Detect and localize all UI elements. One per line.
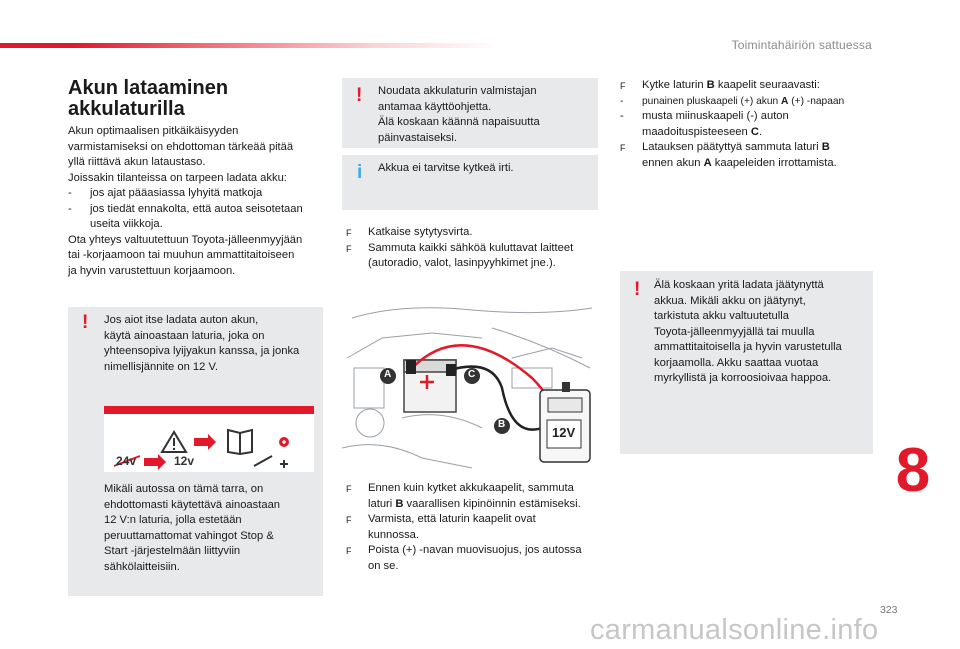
warning-line: ammattitaitoisella ja hyvin varustetulla xyxy=(654,341,842,353)
label-12v: 12v xyxy=(174,454,195,468)
warning-icon: ! xyxy=(356,85,363,106)
sub-step-text-bold: C xyxy=(750,125,759,138)
sub-step-item xyxy=(620,94,882,110)
info-text: Akkua ei tarvitse kytkeä irti. xyxy=(378,162,514,174)
intro-line: ja hyvin varustettuun korjaamoon. xyxy=(68,264,236,277)
step-text: on se. xyxy=(368,559,399,572)
steps-before-connect xyxy=(346,481,602,574)
warning-line: päinvastaiseksi. xyxy=(378,131,457,144)
label-b: B xyxy=(498,419,506,430)
bullet-marker: F xyxy=(620,143,626,153)
charger-clamp-icon xyxy=(254,437,289,468)
intro-line: Akun optimaalisen pitkäikäisyyden xyxy=(68,125,239,137)
dash-marker: - xyxy=(68,187,72,199)
step-text-bold: B xyxy=(706,79,715,91)
warning-icon: ! xyxy=(634,279,641,300)
charger-icon xyxy=(540,382,590,462)
step-text-bold: B xyxy=(395,497,404,510)
warning-line: Jos aiot itse ladata auton akun, xyxy=(104,314,259,326)
dash-marker: - xyxy=(620,110,624,122)
warning-line: käytä ainoastaan laturia, joka on xyxy=(104,329,265,342)
warning-text xyxy=(378,84,593,146)
steps-switch-off xyxy=(346,225,598,272)
step-text: kaapelit seuraavasti: xyxy=(714,79,820,91)
page-title-line2: akkulaturilla xyxy=(68,98,185,120)
dash-text: jos tiedät ennakolta, että autoa seisotetaan xyxy=(90,202,303,215)
bullet-marker: F xyxy=(346,515,352,525)
warning-line: korjaamolla. Akku saattaa vuotaa xyxy=(654,356,819,369)
charger-12v-label: 12V xyxy=(552,425,576,440)
intro-dash-item xyxy=(68,186,330,202)
step-text: ennen akun xyxy=(642,156,704,169)
warning-text xyxy=(654,278,869,387)
step-text: laturi xyxy=(368,497,396,510)
warning-line: akkua. Mikäli akku on jäätynyt, xyxy=(654,294,806,307)
dash-marker: - xyxy=(620,95,624,107)
sub-step-text: (+) -napaan xyxy=(788,95,845,107)
step-text: Poista (+) -navan muovisuojus, jos autossa xyxy=(368,544,582,556)
intro-line: tai -korjaamoon tai muuhun ammattitaitoiseen xyxy=(68,249,295,261)
warning-line: ehdottomasti käytettävä ainoastaan xyxy=(104,498,281,511)
step-text-bold: B xyxy=(821,141,830,153)
header-gradient-bar xyxy=(0,43,500,48)
warning-line: Start -järjestelmään liittyviin xyxy=(104,545,241,557)
step-text: Varmista, että laturin kaapelit ovat xyxy=(368,513,536,525)
sticker-explanation xyxy=(104,482,319,575)
dash-text: useita viikkoja. xyxy=(90,218,163,230)
label-24v: 24v xyxy=(116,454,137,468)
warning-line: yhteensopiva lyijyakun kanssa, ja jonka xyxy=(104,345,300,357)
sub-step-text-bold: A xyxy=(781,95,789,107)
bullet-marker: F xyxy=(346,546,352,556)
warning-line: antamaa käyttöohjetta. xyxy=(378,100,492,113)
warning-line: sähkölaitteisiin. xyxy=(104,560,180,573)
intro-text xyxy=(68,124,330,279)
step-text-bold: A xyxy=(703,156,712,169)
intro-line: varmistamiseksi on ehdottoman tärkeää pitää xyxy=(68,140,294,153)
sub-step-item xyxy=(620,109,882,140)
step-text: Ennen kuin kytket akkukaapelit, sammuta xyxy=(368,482,574,494)
warning-line: Mikäli autossa on tämä tarra, on xyxy=(104,483,264,495)
step-item xyxy=(346,481,602,512)
warning-text xyxy=(104,313,319,375)
manual-book-icon xyxy=(228,430,252,454)
warning-line: Älä koskaan käännä napaisuutta xyxy=(378,116,540,128)
intro-line: Ota yhteys valtuutettuun Toyota-jälleenmyyjään xyxy=(68,233,303,246)
bullet-marker: F xyxy=(346,228,352,238)
bullet-marker: F xyxy=(346,243,352,254)
steps-connect xyxy=(620,78,882,171)
section-title: Toimintahäiriön sattuessa xyxy=(731,38,872,52)
step-item xyxy=(346,512,602,543)
warning-icon: ! xyxy=(82,312,89,333)
warning-line: Noudata akkulaturin valmistajan xyxy=(378,85,537,97)
arrow-right-icon xyxy=(144,454,166,470)
warning-line: 12 V:n laturia, jolla estetään xyxy=(104,514,242,526)
step-text: vaarallisen kipinöinnin estämiseksi. xyxy=(403,497,581,510)
step-text: kaapeleiden irrottamista. xyxy=(711,156,837,169)
step-item xyxy=(346,543,602,574)
step-item xyxy=(346,225,598,241)
warning-line: tarkistuta akku valtuutetulla xyxy=(654,310,789,322)
sub-step-text: musta miinuskaapeli (-) auton xyxy=(642,110,789,122)
sub-step-text: maadoituspisteeseen xyxy=(642,125,751,138)
sticker-red-band xyxy=(104,406,314,414)
watermark: carmanualsonline.info xyxy=(590,614,879,646)
step-text: (autoradio, valot, lasinpyyhkimet jne.). xyxy=(368,257,556,269)
intro-line: yllä riittävä akun lataustaso. xyxy=(68,156,206,168)
intro-line: Joissakin tilanteissa on tarpeen ladata akku: xyxy=(68,171,287,184)
intro-dash-item xyxy=(68,202,330,233)
warning-line: myrkyllistä ja korroosioivaa happoa. xyxy=(654,372,832,384)
voltage-sticker xyxy=(104,406,314,472)
warning-line: nimellisjännite on 12 V. xyxy=(104,360,219,373)
arrow-right-icon xyxy=(194,434,216,450)
warning-line: peruuttamattomat vahingot Stop & xyxy=(104,529,274,542)
step-text: Sammuta kaikki sähköä kuluttavat laitteet xyxy=(368,241,574,254)
step-item xyxy=(620,140,882,171)
battery-charging-figure xyxy=(342,298,600,476)
step-text: Kytke laturin xyxy=(642,79,707,91)
bullet-marker: F xyxy=(346,484,352,494)
page-title-line1: Akun lataaminen xyxy=(68,77,229,99)
step-item xyxy=(620,78,882,94)
step-text: Katkaise sytytysvirta. xyxy=(368,226,473,238)
label-a: A xyxy=(384,369,392,380)
step-text: kunnossa. xyxy=(368,528,419,541)
sub-step-text: punainen pluskaapeli (+) akun xyxy=(642,95,782,107)
label-c: C xyxy=(468,369,476,380)
sub-step-text: . xyxy=(758,125,763,138)
chapter-number: 8 xyxy=(895,436,931,505)
info-icon: i xyxy=(357,162,363,183)
warning-line: Älä koskaan yritä ladata jäätynyttä xyxy=(654,279,824,291)
step-text: Latauksen päätyttyä sammuta laturi xyxy=(642,141,822,153)
step-item xyxy=(346,241,598,272)
dash-marker: - xyxy=(68,202,72,215)
dash-text: jos ajat pääasiassa lyhyitä matkoja xyxy=(90,187,263,199)
battery-charging-illustration xyxy=(342,298,600,476)
triangle-warning-icon xyxy=(162,432,186,452)
bullet-marker: F xyxy=(620,81,626,91)
page-title xyxy=(68,78,328,120)
page-number: 323 xyxy=(880,604,898,616)
warning-line: Toyota-jälleenmyyjällä tai muulla xyxy=(654,325,815,338)
